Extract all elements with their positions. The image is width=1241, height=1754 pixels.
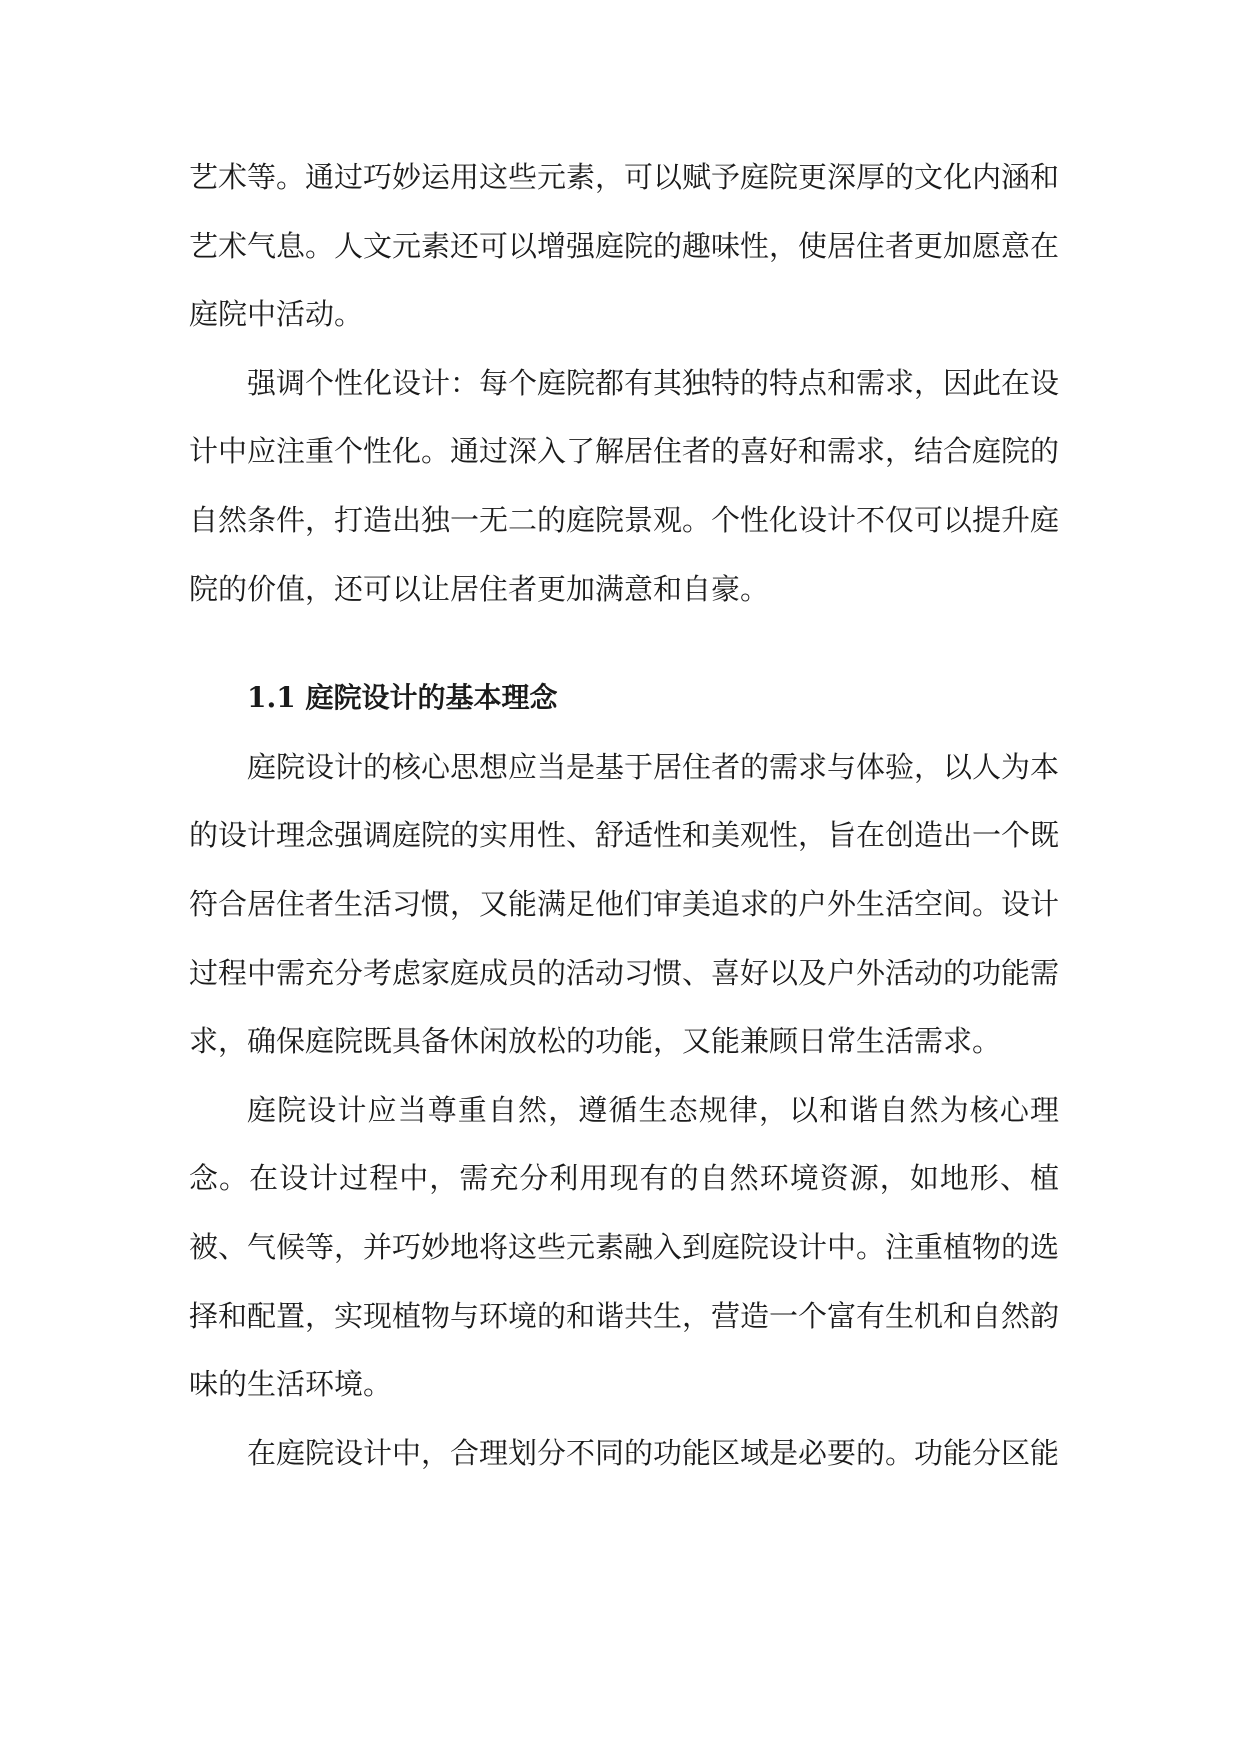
paragraph-continuation: 艺术等。通过巧妙运用这些元素，可以赋予庭院更深厚的文化内涵和艺术气息。人文元素还可以增强庭院的趣味性，使居住者更加愿意在庭院中活动。 (189, 160, 1060, 332)
paragraph-core-idea: 庭院设计的核心思想应当是基于居住者的需求与体验，以人为本的设计理念强调庭院的实用性、舒适性和美观性，旨在创造出一个既符合居住者生活习惯，又能满足他们审美追求的户外生活空间。设计过程中需充分考虑家庭成员的活动习惯、喜好以及户外活动的功能需求，确保庭院既具备休闲放松的功能，又能兼顾日常生活需求。 (189, 749, 1060, 1059)
paragraph-functional-zones: 在庭院设计中，合理划分不同的功能区域是必要的。功能分区能 (247, 1435, 1060, 1470)
document-body (189, 143, 1059, 1487)
section-heading: 1.1 庭院设计的基本理念 (247, 681, 558, 715)
paragraph-personalized-design: 强调个性化设计：每个庭院都有其独特的特点和需求，因此在设计中应注重个性化。通过深入了解居住者的喜好和需求，结合庭院的自然条件，打造出独一无二的庭院景观。个性化设计不仅可以提升庭院的价值，还可以让居住者更加满意和自豪。 (189, 365, 1060, 606)
paragraph-respect-nature: 庭院设计应当尊重自然，遵循生态规律，以和谐自然为核心理念。在设计过程中，需充分利用现有的自然环境资源，如地形、植被、气候等，并巧妙地将这些元素融入到庭院设计中。注重植物的选择和配置，实现植物与环境的和谐共生，营造一个富有生机和自然韵味的生活环境。 (189, 1092, 1060, 1402)
